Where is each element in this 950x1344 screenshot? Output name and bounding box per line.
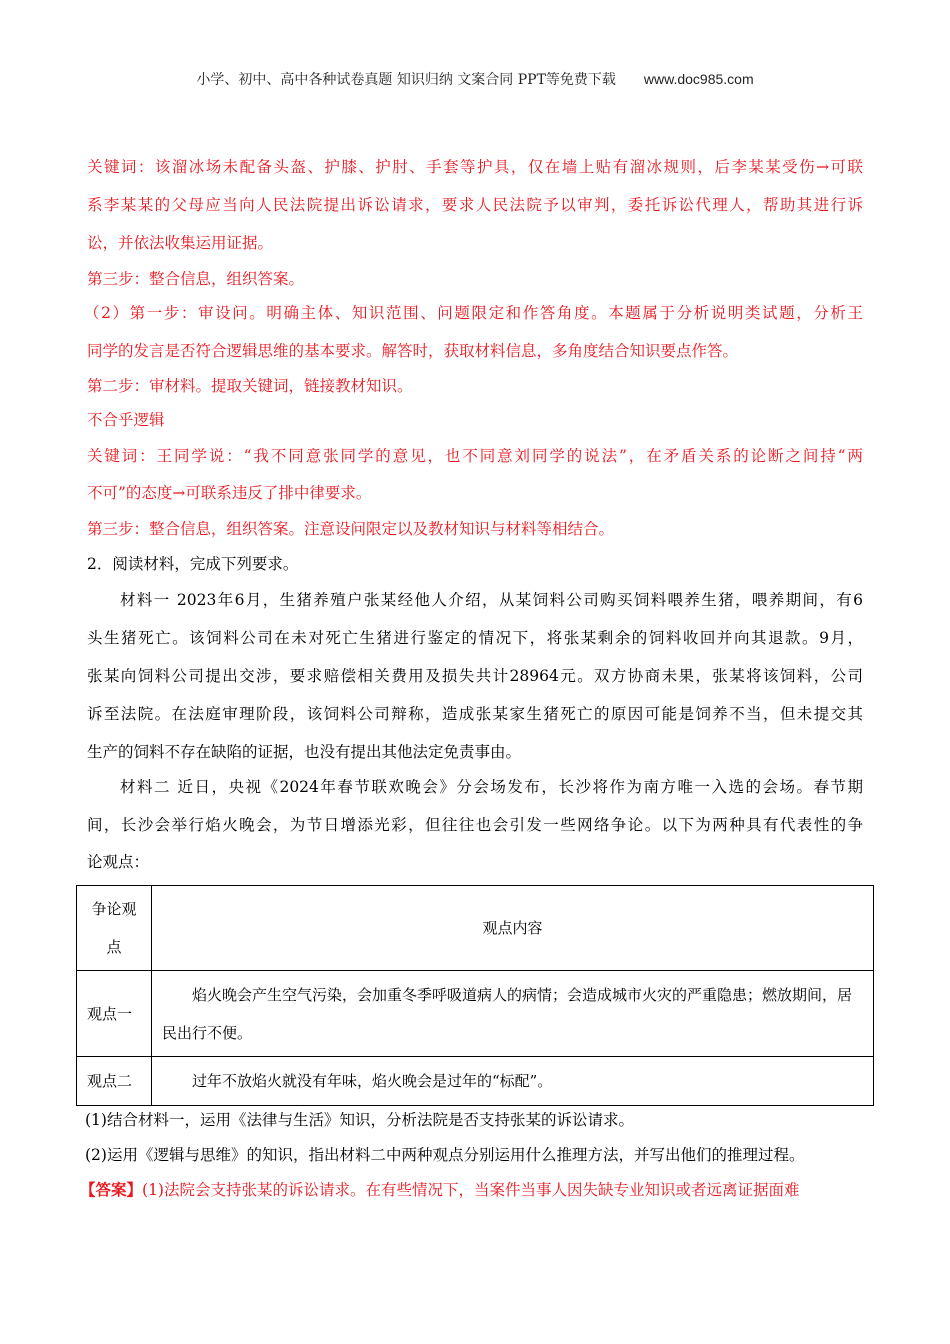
- text-line: 同学的发言是否符合逻辑思维的基本要求。解答时，获取材料信息，多角度结合知识要点作答。: [87, 342, 739, 360]
- text-line: （2）第一步：审设问。明确主体、知识范围、问题限定和作答角度。本题属于分析说明类试题，分析王: [84, 304, 863, 322]
- table-header-cell: 观点内容: [152, 886, 874, 971]
- text-line: 论观点：: [87, 853, 150, 871]
- text-line: 关键词：王同学说：“我不同意张同学的意见，也不同意刘同学的说法”，在矛盾关系的论断之间持“两: [87, 447, 863, 465]
- text-line: 材料一 2023年6月，生猪养殖户张某经他人介绍，从某饲料公司购买饲料喂养生猪，喂养期间，有6: [120, 591, 863, 609]
- text-line: 讼，并依法收集运用证据。: [87, 234, 274, 252]
- header-url[interactable]: www.doc985.com: [643, 71, 754, 87]
- text-line: 第二步：审材料。提取关键词，链接教材知识。: [87, 377, 413, 395]
- text-line: 间，长沙会举行焰火晚会，为节日增添光彩，但往往也会引发一些网络争论。以下为两种具有代表性的争: [87, 816, 863, 834]
- answer-tag: 【答案】: [80, 1180, 143, 1199]
- text-line: 头生猪死亡。该饲料公司在未对死亡生猪进行鉴定的情况下，将张某剩余的饲料收回并向其退款。9月，: [87, 629, 863, 647]
- table-cell-content: 焰火晚会产生空气污染，会加重冬季呼吸道病人的病情；会造成城市火灾的严重隐患；燃放期间，居民出行不便。: [152, 971, 874, 1057]
- table-cell-label: 观点二: [77, 1057, 152, 1106]
- table-header-cell: 争论观点: [77, 886, 152, 971]
- table-cell-label: 观点一: [77, 971, 152, 1057]
- text-line: 第三步：整合信息，组织答案。注意设问限定以及教材知识与材料等相结合。: [87, 520, 615, 538]
- table-cell-content: 过年不放焰火就没有年味，焰火晚会是过年的“标配”。: [152, 1057, 874, 1106]
- answer-text: (1)法院会支持张某的诉讼请求。在有些情况下，当案件当事人因失缺专业知识或者远离证据面难: [142, 1181, 800, 1199]
- text-line: 系李某某的父母应当向人民法院提出诉讼请求，要求人民法院予以审判，委托诉讼代理人，帮助其进行诉: [87, 196, 863, 214]
- text-line: 生产的饲料不存在缺陷的证据，也没有提出其他法定免责事由。: [87, 743, 522, 761]
- question-1: (1)结合材料一，运用《法律与生活》知识，分析法院是否支持张某的诉讼请求。: [85, 1111, 634, 1129]
- text-line: 不合乎逻辑: [87, 411, 165, 429]
- page-header: [0, 69, 950, 89]
- viewpoints-table: [76, 885, 874, 1106]
- text-line: 不可”的态度→可联系违反了排中律要求。: [87, 484, 372, 502]
- question-2: (2)运用《逻辑与思维》的知识，指出材料二中两种观点分别运用什么推理方法，并写出他们的推理过程。: [85, 1146, 805, 1164]
- answer-line: [80, 1180, 863, 1200]
- text-line: 张某向饲料公司提出交涉，要求赔偿相关费用及损失共计28964元。双方协商未果，张某将该饲料，公司: [87, 667, 863, 685]
- text-line: 材料二 近日，央视《2024年春节联欢晚会》分会场发布，长沙将作为南方唯一入选的会场。春节期: [120, 778, 863, 796]
- text-line: 第三步：整合信息，组织答案。: [87, 270, 305, 288]
- header-text: 小学、初中、高中各种试卷真题 知识归纳 文案合同 PPT等免费下载: [196, 72, 616, 88]
- text-line: 诉至法院。在法庭审理阶段，该饲料公司辩称，造成张某家生猪死亡的原因可能是饲养不当，但未提交其: [87, 705, 863, 723]
- text-line: 关键词：该溜冰场未配备头盔、护膝、护肘、手套等护具，仅在墙上贴有溜冰规则，后李某某受伤→可联: [87, 158, 863, 176]
- question-heading: 2．阅读材料，完成下列要求。: [87, 555, 299, 573]
